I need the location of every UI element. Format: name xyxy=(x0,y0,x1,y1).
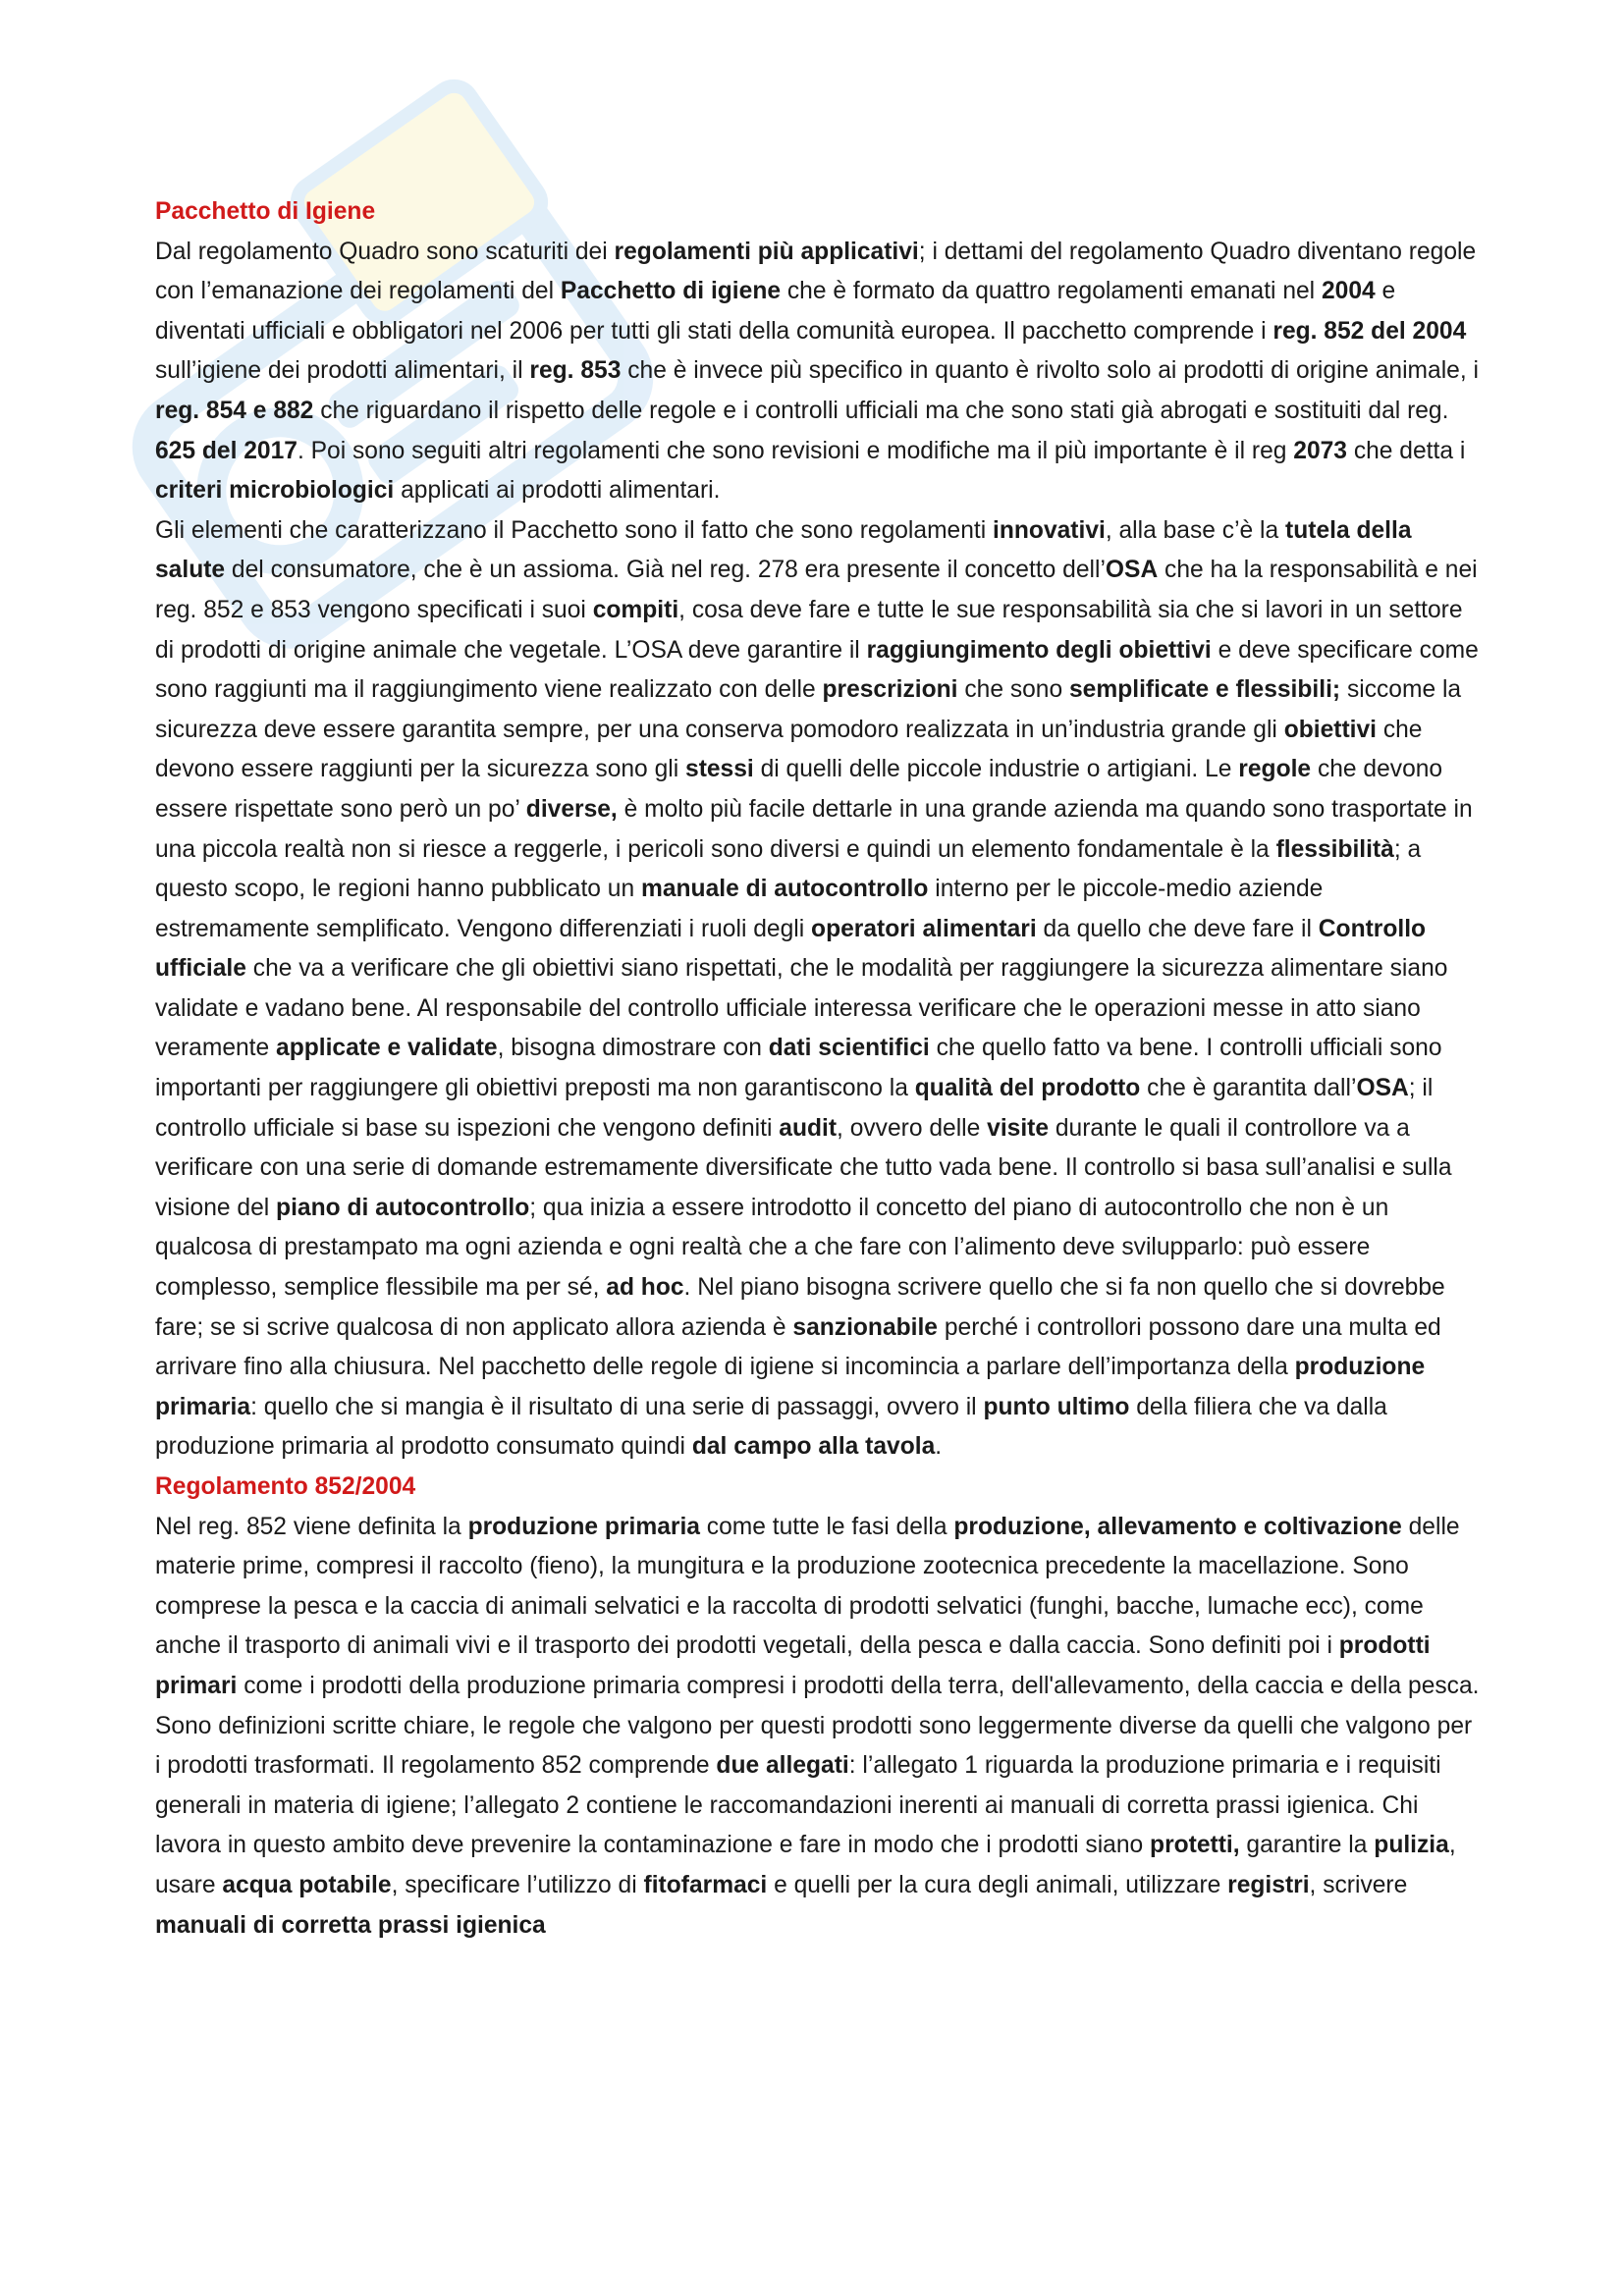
text-run: e quelli per la cura degli animali, utilizzare xyxy=(767,1871,1228,1898)
text-run: perché i controllori possono dare una multa ed arrivare fino alla chiusura. Nel pacchetto delle regole di igiene si incomincia a parlare dell’importanza della xyxy=(155,1313,1441,1381)
text-run: che va a verificare che gli obiettivi siano rispettati, che le modalità per raggiungere la sicurezza alimentare siano validate e vadano bene. Al responsabile del controllo ufficiale interessa verificare che le operazioni messe in atto siano veramente xyxy=(155,955,1448,1062)
text-run: , bisogna dimostrare con xyxy=(497,1035,769,1062)
text-run: delle materie prime, compresi il raccolto (fieno), la mungitura e la produzione zootecnica precedente la macellazione. Sono comprese la pesca e la caccia di animali selvatici e la raccolta di prodotti selvatici (funghi, bacche, lumache ecc), come anche il trasporto di animali vivi e il trasporto dei prodotti vegetali, della pesca e dalla caccia. Sono definiti poi i xyxy=(155,1513,1460,1660)
bold-term: produzione primaria xyxy=(155,1354,1426,1420)
bold-term: prescrizioni xyxy=(822,676,958,704)
bold-term: semplificate e flessibili; xyxy=(1069,676,1341,704)
bold-term: acqua potabile xyxy=(222,1871,392,1898)
paragraph-elementi xyxy=(155,511,1481,1468)
bold-term: applicate e validate xyxy=(276,1035,498,1062)
bold-term: manuale di autocontrollo xyxy=(640,876,929,903)
text-run: durante le quali il controllore va a verificare con una serie di domande estremamente diversificate che tutto vada bene. Il controllo si basa sull’analisi e sulla visione del xyxy=(155,1114,1452,1221)
bold-term: 625 del 2017 xyxy=(155,437,298,464)
bold-term: Controllo ufficiale xyxy=(155,915,1427,983)
text-run: . Nel piano bisogna scrivere quello che si fa non quello che si dovrebbe fare; se si scrive qualcosa di non applicato allora azienda è xyxy=(155,1274,1445,1341)
text-run: : l’allegato 1 riguarda la produzione primaria e i requisiti generali in materia di igiene; l’allegato 2 contiene le raccomandazioni inerenti ai manuali di corretta prassi igienica. Chi lavora in questo ambito deve prevenire la contaminazione e fare in modo che i prodotti siano xyxy=(155,1752,1441,1859)
text-run: da quello che deve fare il xyxy=(1036,915,1319,942)
bold-term: protetti, xyxy=(1150,1832,1240,1859)
text-run: siccome la sicurezza deve essere garantita sempre, per una conserva pomodoro realizzata in un’industria grande gli xyxy=(155,676,1462,743)
text-run: . Poi sono seguiti altri regolamenti che sono revisioni e modifiche ma il più importante è il reg xyxy=(297,437,1294,464)
bold-term: operatori alimentari xyxy=(811,915,1037,942)
bold-term: flessibilità xyxy=(1275,835,1394,863)
text-run: ; a questo scopo, le regioni hanno pubblicato un xyxy=(155,835,1422,903)
text-run: del consumatore, che è un assioma. Già nel reg. 278 era presente il concetto dell’ xyxy=(225,557,1106,584)
text-run: della filiera che va dalla produzione primaria al prodotto consumato quindi xyxy=(155,1393,1387,1461)
section-heading-regolamento: Regolamento 852/2004 xyxy=(155,1473,416,1500)
text-run: come i prodotti della produzione primaria compresi i prodotti della terra, dell'allevamento, della caccia e della pesca. Sono definizioni scritte chiare, le regole che valgono per questi prodotti sono leggermente diverse da quelli che valgono per i prodotti trasformati. Il regolamento 852 comprende xyxy=(155,1672,1480,1780)
text-run: , alla base c’è la xyxy=(1105,516,1286,544)
text-run: , specificare l’utilizzo di xyxy=(391,1871,644,1898)
bold-term: Pacchetto di igiene xyxy=(560,278,782,305)
bold-term: OSA xyxy=(1105,557,1159,584)
text-run: di quelli delle piccole industrie o artigiani. Le xyxy=(753,756,1239,783)
bold-term: reg. 854 e 882 xyxy=(155,397,314,424)
text-run: ; i dettami del regolamento Quadro diventano regole con l’emanazione dei regolamenti del xyxy=(155,238,1477,305)
text-run: che riguardano il rispetto delle regole e i controlli ufficiali ma che sono stati già abrogati e sostituiti dal reg. xyxy=(313,397,1449,424)
text-run: che ha la responsabilità e nei reg. 852 e 853 vengono specificati i suoi xyxy=(155,557,1478,623)
bold-term: piano di autocontrollo xyxy=(276,1194,530,1221)
text-run: come tutte le fasi della xyxy=(699,1513,954,1540)
bold-term: regolamenti più applicativi xyxy=(614,238,919,265)
text-run: Gli elementi che caratterizzano il Pacchetto sono il fatto che sono regolamenti xyxy=(155,516,994,544)
bold-term: qualità del prodotto xyxy=(914,1075,1141,1102)
bold-term: reg. 852 del 2004 xyxy=(1272,317,1467,345)
text-run: che è formato da quattro regolamenti emanati nel xyxy=(781,278,1322,305)
text-run: e diventati ufficiali e obbligatori nel 2006 per tutti gli stati della comunità europea. Il pacchetto comprende i xyxy=(155,278,1396,345)
bold-term: pulizia xyxy=(1374,1832,1449,1859)
text-run: , cosa deve fare e tutte le sue responsabilità sia che si lavori in un settore di prodotti di origine animale che vegetale. L’OSA deve garantire il xyxy=(155,596,1463,664)
text-run: , scrivere xyxy=(1309,1871,1408,1898)
bold-term: dal campo alla tavola xyxy=(691,1433,936,1461)
paragraph-reg852 xyxy=(155,1508,1481,1947)
bold-term: produzione primaria xyxy=(467,1513,700,1540)
bold-term: ad hoc xyxy=(606,1274,684,1302)
text-run: interno per le piccole-medio aziende estremamente semplificato. Vengono differenziati i ruoli degli xyxy=(155,876,1324,942)
bold-term: manuali di corretta prassi igienica xyxy=(155,1911,546,1939)
bold-term: innovativi xyxy=(993,516,1106,544)
text-run: che devono essere raggiunti per la sicurezza sono gli xyxy=(155,716,1423,783)
bold-term: compiti xyxy=(592,596,679,623)
section-heading-pacchetto: Pacchetto di Igiene xyxy=(155,198,376,225)
bold-term: fitofarmaci xyxy=(643,1871,768,1898)
text-run: ; qua inizia a essere introdotto il concetto del piano di autocontrollo che non è un qualcosa di prestampato ma ogni azienda e ogni realtà che a che fare con l’alimento deve svilupparlo: può essere complesso, semplice flessibile ma per sé, xyxy=(155,1194,1389,1302)
bold-term: prodotti primari xyxy=(155,1632,1431,1699)
text-run: sull’igiene dei prodotti alimentari, il xyxy=(155,357,530,385)
bold-term: sanzionabile xyxy=(792,1313,938,1341)
bold-term: dati scientifici xyxy=(768,1035,930,1062)
text-run: garantire la xyxy=(1239,1832,1375,1859)
text-run: che devono essere rispettate sono però un po’ xyxy=(155,756,1443,823)
paragraph-intro xyxy=(155,233,1481,511)
document-page xyxy=(155,192,1481,1946)
bold-term: stessi xyxy=(685,756,754,783)
bold-term: produzione, allevamento e coltivazione xyxy=(953,1513,1402,1540)
text-run: che quello fatto va bene. I controlli ufficiali sono importanti per raggiungere gli obiettivi preposti ma non garantiscono la xyxy=(155,1035,1442,1102)
bold-term: regole xyxy=(1238,756,1312,783)
text-run: che è garantita dall’ xyxy=(1140,1075,1357,1102)
bold-term: criteri microbiologici xyxy=(155,477,395,505)
bold-term: punto ultimo xyxy=(983,1393,1130,1420)
text-run: che sono xyxy=(957,676,1069,704)
text-run: è molto più facile dettarle in una grande azienda ma quando sono trasportate in una piccola realtà non si riesce a reggerle, i pericoli sono diversi e quindi un elemento fondamentale è la xyxy=(155,795,1473,863)
bold-term: reg. 853 xyxy=(529,357,622,385)
bold-term: obiettivi xyxy=(1283,716,1377,743)
bold-term: visite xyxy=(987,1114,1050,1142)
text-run: e deve specificare come sono raggiunti ma il raggiungimento viene realizzato con delle xyxy=(155,636,1479,704)
text-run: che è invece più specifico in quanto è rivolto solo ai prodotti di origine animale, i xyxy=(621,357,1479,385)
bold-term: audit xyxy=(779,1114,838,1142)
text-run: , ovvero delle xyxy=(837,1114,988,1142)
text-run: ; il controllo ufficiale si base su ispezioni che vengono definiti xyxy=(155,1075,1434,1142)
text-run: che detta i xyxy=(1346,437,1466,464)
bold-term: 2073 xyxy=(1293,437,1347,464)
bold-term: raggiungimento degli obiettivi xyxy=(866,636,1212,664)
bold-term: 2004 xyxy=(1321,278,1376,305)
bold-term: OSA xyxy=(1356,1075,1409,1102)
text-run: . xyxy=(935,1433,943,1461)
text-run: applicati ai prodotti alimentari. xyxy=(394,477,721,505)
bold-term: due allegati xyxy=(716,1752,849,1780)
text-run: , usare xyxy=(155,1832,1456,1898)
text-run: Dal regolamento Quadro sono scaturiti dei xyxy=(155,238,615,265)
bold-term: registri xyxy=(1227,1871,1310,1898)
text-run: : quello che si mangia è il risultato di una serie di passaggi, ovvero il xyxy=(250,1393,984,1420)
bold-term: tutela della salute xyxy=(155,516,1412,584)
bold-term: diverse, xyxy=(525,795,618,823)
text-run: Nel reg. 852 viene definita la xyxy=(155,1513,468,1540)
